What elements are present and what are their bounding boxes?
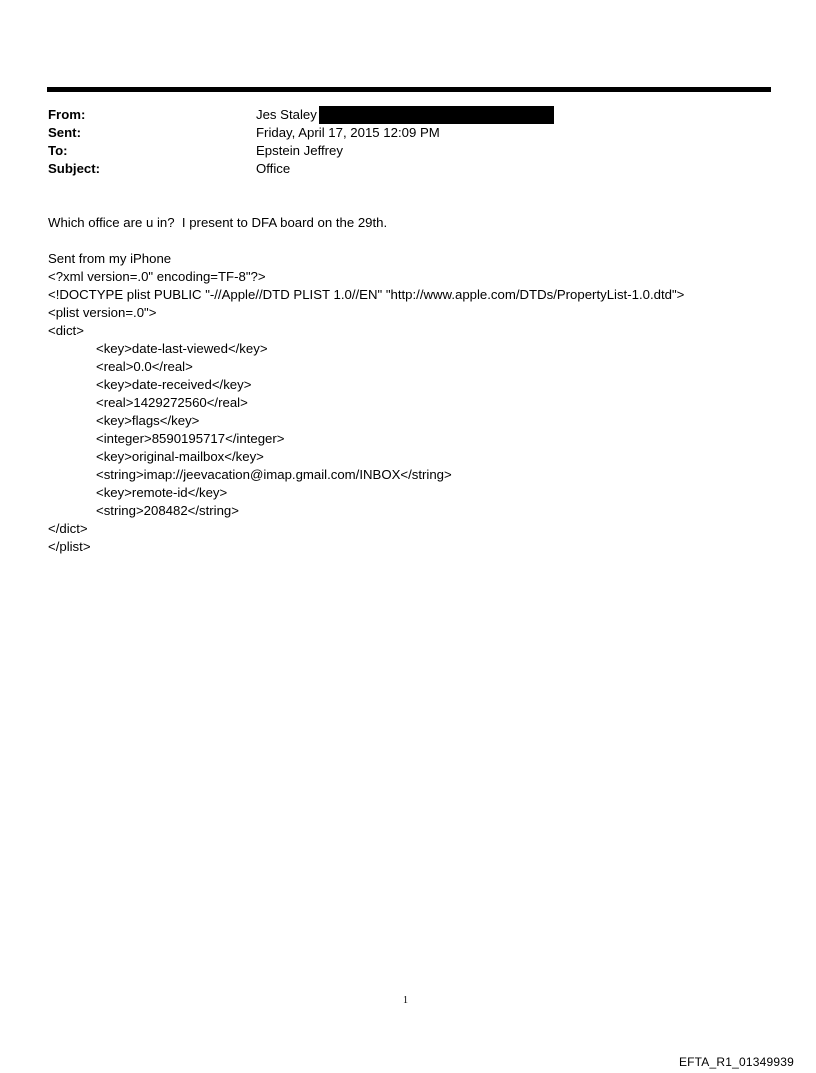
plist-entry: <string>208482</string>: [96, 503, 239, 518]
sent-label: Sent:: [48, 125, 81, 140]
message-text: Which office are u in? I present to DFA board on the 29th.: [48, 215, 388, 230]
plist-entry: <real>1429272560</real>: [96, 395, 248, 410]
to-value: Epstein Jeffrey: [256, 143, 343, 158]
sent-row: [48, 124, 748, 142]
plist-entry: <integer>8590195717</integer>: [96, 431, 285, 446]
subject-row: [48, 160, 748, 178]
plist-entry: <key>flags</key>: [96, 413, 200, 428]
from-label: From:: [48, 107, 86, 122]
from-row: [48, 106, 748, 124]
plist-close-tag: </plist>: [48, 539, 91, 554]
from-value: Jes Staley: [256, 107, 317, 122]
to-row: [48, 142, 748, 160]
dict-open-tag: <dict>: [48, 323, 84, 338]
subject-value: Office: [256, 161, 291, 176]
plist-entry: <key>date-last-viewed</key>: [96, 341, 268, 356]
plist-entry: <key>original-mailbox</key>: [96, 449, 264, 464]
dict-close-tag: </dict>: [48, 521, 88, 536]
page-number: 1: [403, 995, 408, 1006]
redaction-block: [319, 106, 554, 124]
sent-value: Friday, April 17, 2015 12:09 PM: [256, 125, 440, 140]
email-header: [48, 106, 748, 178]
plist-entry: <real>0.0</real>: [96, 359, 193, 374]
to-label: To:: [48, 143, 68, 158]
paragraph-gap: [48, 232, 788, 250]
signature-text: Sent from my iPhone: [48, 251, 172, 266]
document-id: EFTA_R1_01349939: [678, 1055, 794, 1069]
from-value-wrap: [256, 106, 554, 124]
subject-label: Subject:: [48, 161, 101, 176]
plist-entry: <key>remote-id</key>: [96, 485, 228, 500]
plist-entry: <key>date-received</key>: [96, 377, 252, 392]
header-divider: [47, 87, 771, 92]
plist-entry: <string>imap://jeevacation@imap.gmail.com/INBOX</string>: [96, 467, 452, 482]
xml-declaration: <?xml version=.0" encoding=TF-8"?>: [48, 269, 266, 284]
plist-open-tag: <plist version=.0">: [48, 305, 157, 320]
doctype-line: <!DOCTYPE plist PUBLIC "-//Apple//DTD PLIST 1.0//EN" "http://www.apple.com/DTDs/PropertyList-1.0.dtd">: [48, 287, 685, 302]
email-body: [48, 214, 788, 556]
